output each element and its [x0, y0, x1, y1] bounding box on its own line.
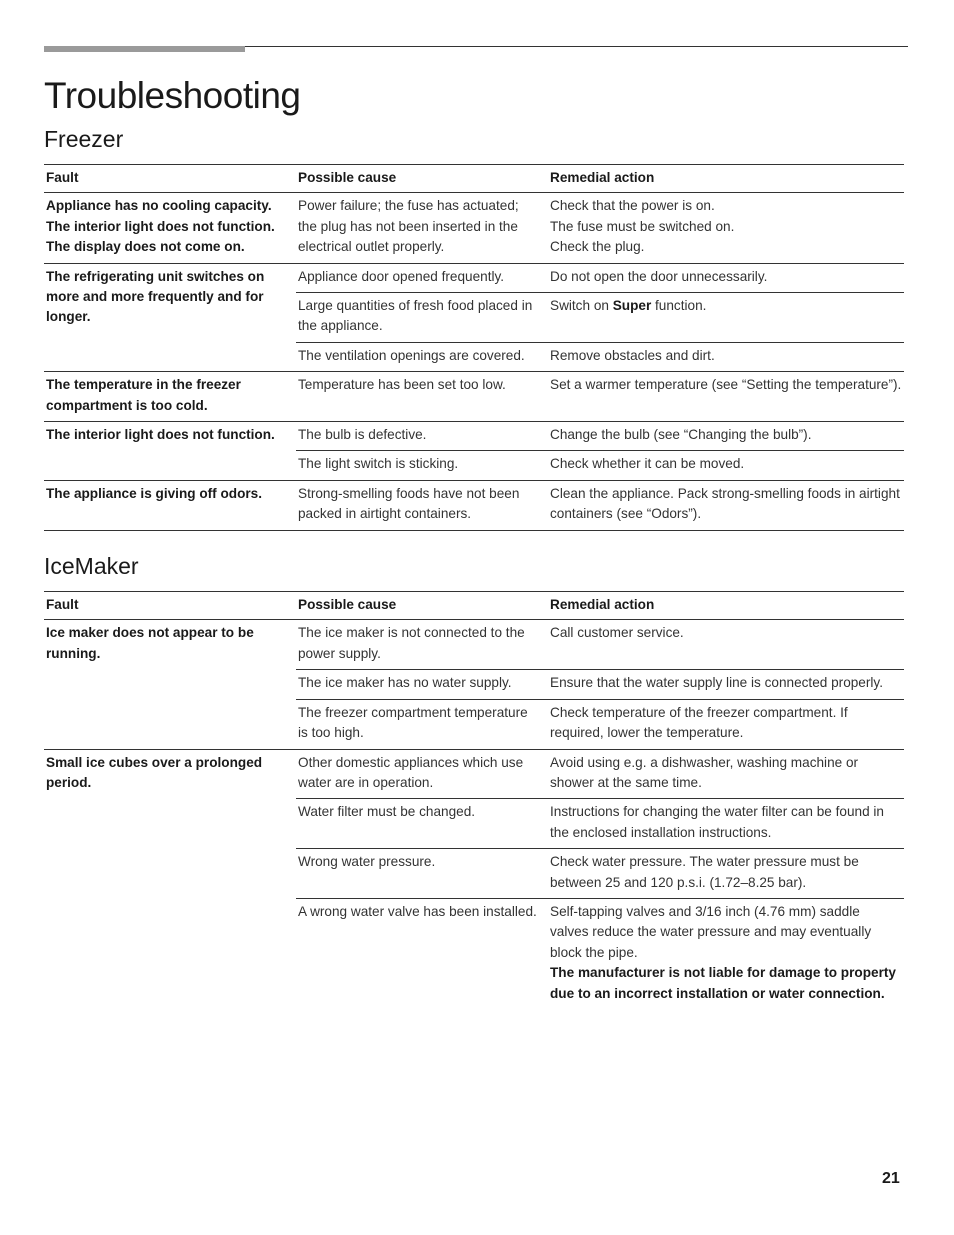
action-cell	[548, 293, 904, 343]
table-header-row	[44, 165, 904, 193]
action-cell: Ensure that the water supply line is connected properly.	[548, 670, 904, 699]
action-cell: Set a warmer temperature (see “Setting the temperature”).	[548, 372, 904, 422]
action-cell: Check whether it can be moved.	[548, 451, 904, 480]
action-text: Switch on	[550, 298, 613, 314]
action-cell: Do not open the door unnecessarily.	[548, 263, 904, 292]
column-header-action: Remedial action	[548, 165, 904, 193]
liability-warning: The manufacturer is not liable for damage to property due to an incorrect installation or water connection.	[550, 965, 896, 1001]
cause-cell: Water filter must be changed.	[296, 799, 548, 849]
column-header-fault: Fault	[44, 592, 296, 620]
cause-cell: Appliance door opened frequently.	[296, 263, 548, 292]
fault-cell: The temperature in the freezer compartment is too cold.	[44, 372, 296, 422]
cause-cell: The bulb is defective.	[296, 422, 548, 451]
cause-cell: Large quantities of fresh food placed in the appliance.	[296, 293, 548, 343]
action-cell: Change the bulb (see “Changing the bulb”).	[548, 422, 904, 451]
table-row	[44, 263, 904, 292]
action-text: Self-tapping valves and 3/16 inch (4.76 mm) saddle valves reduce the water pressure and may eventually block the pipe.	[550, 904, 872, 960]
fault-line: The interior light does not function.	[46, 218, 275, 234]
table-row	[44, 372, 904, 422]
table-header-row	[44, 592, 904, 620]
cause-cell: A wrong water valve has been installed.	[296, 899, 548, 1010]
fault-line: The display does not come on.	[46, 239, 245, 255]
page-number: 21	[882, 1170, 900, 1187]
action-cell: Call customer service.	[550, 625, 684, 641]
fault-cell: Small ice cubes over a prolonged period.	[44, 749, 296, 1009]
action-cell	[548, 899, 904, 1010]
action-cell	[548, 193, 904, 263]
column-header-cause: Possible cause	[296, 165, 548, 193]
table-row	[44, 620, 904, 670]
cause-cell: Strong-smelling foods have not been packed in airtight containers.	[296, 480, 548, 530]
table-row	[44, 422, 904, 451]
action-cell: Avoid using e.g. a dishwasher, washing machine or shower at the same time.	[548, 749, 904, 799]
fault-cell: The refrigerating unit switches on more and more frequently and for longer.	[44, 263, 296, 372]
action-cell: Instructions for changing the water filter can be found in the enclosed installation instructions.	[548, 799, 904, 849]
fault-cell: The interior light does not function.	[44, 422, 296, 481]
freezer-troubleshooting-table	[44, 164, 904, 531]
fault-cell: The appliance is giving off odors.	[44, 480, 296, 530]
fault-line: Appliance has no cooling capacity.	[46, 198, 272, 214]
action-cell: Remove obstacles and dirt.	[548, 342, 904, 371]
icemaker-troubleshooting-table	[44, 591, 904, 1009]
top-accent-bar	[44, 46, 245, 52]
cause-cell: The ventilation openings are covered.	[296, 342, 548, 371]
super-function-name: Super	[612, 298, 652, 314]
cause-cell: The ice maker has no water supply.	[296, 670, 548, 699]
fault-cell: Ice maker does not appear to be running.	[46, 625, 254, 661]
table-row	[44, 480, 904, 530]
action-line: Check the plug.	[550, 239, 645, 255]
icemaker-section-title: IceMaker	[44, 553, 139, 579]
column-header-fault: Fault	[44, 165, 296, 193]
action-line: Check that the power is on.	[550, 198, 715, 214]
cause-cell: Wrong water pressure.	[296, 849, 548, 899]
action-line: The fuse must be switched on.	[550, 218, 735, 234]
column-header-action: Remedial action	[548, 592, 904, 620]
action-cell: Check temperature of the freezer compartment. If required, lower the temperature.	[548, 699, 904, 749]
cause-cell: The light switch is sticking.	[296, 451, 548, 480]
cause-cell: Temperature has been set too low.	[296, 372, 548, 422]
cause-cell: The ice maker is not connected to the power supply.	[298, 625, 525, 661]
column-header-cause: Possible cause	[296, 592, 548, 620]
cause-cell: The freezer compartment temperature is too high.	[296, 699, 548, 749]
freezer-section-title: Freezer	[44, 126, 124, 152]
action-cell: Clean the appliance. Pack strong-smelling foods in airtight containers (see “Odors”).	[548, 480, 904, 530]
table-row	[44, 193, 904, 263]
cause-cell: Power failure; the fuse has actuated; the plug has not been inserted in the electrical outlet properly.	[298, 198, 519, 255]
action-text: function.	[651, 298, 707, 314]
cause-cell: Other domestic appliances which use water are in operation.	[296, 749, 548, 799]
action-cell: Check water pressure. The water pressure must be between 25 and 120 p.s.i. (1.72–8.25 bar).	[548, 849, 904, 899]
table-row	[44, 749, 904, 799]
page-title: Troubleshooting	[44, 75, 301, 116]
fault-cell	[44, 193, 296, 263]
